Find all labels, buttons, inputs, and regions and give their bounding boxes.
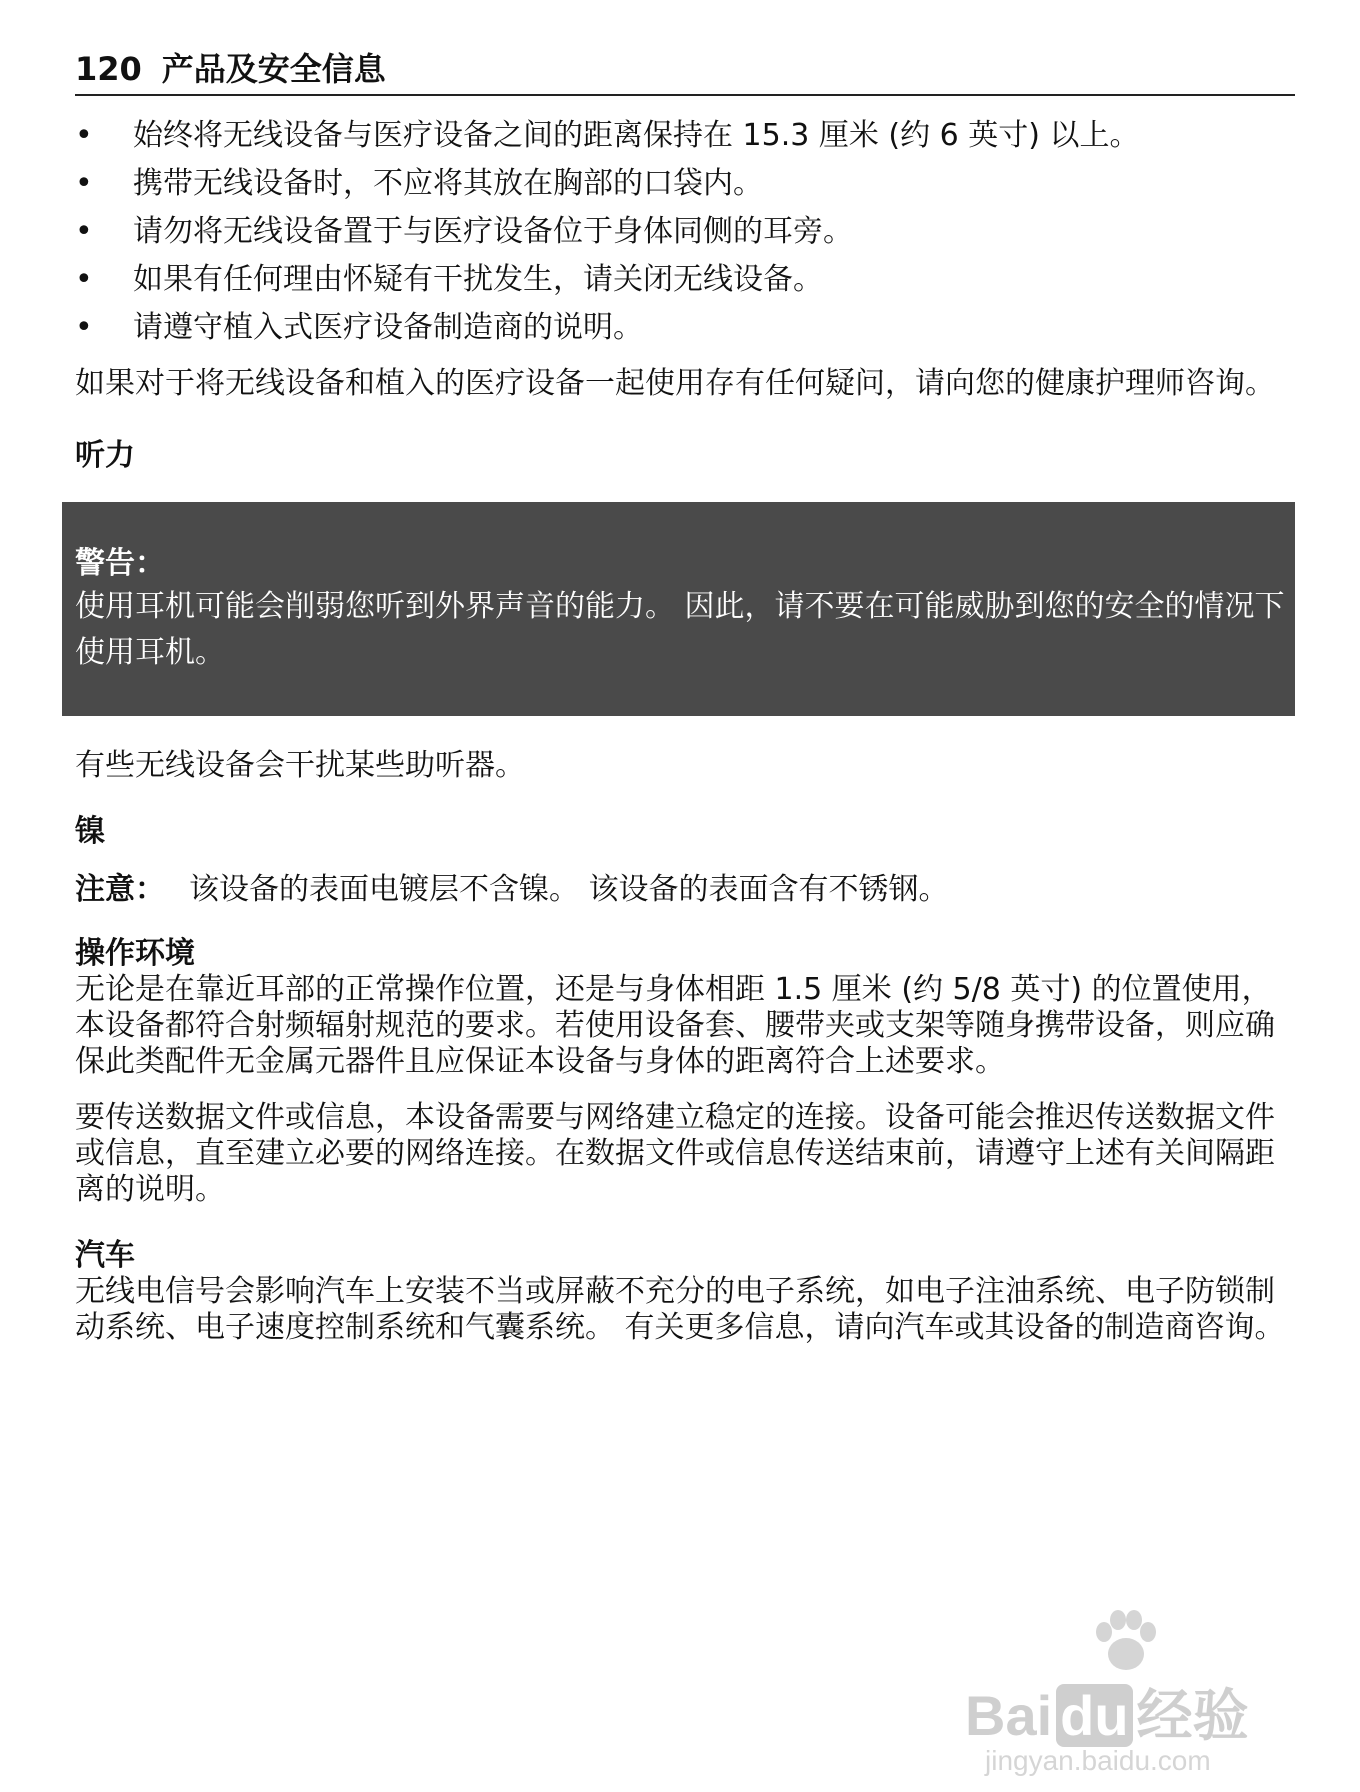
bullet-marker: •	[75, 214, 93, 249]
page-number: 120	[75, 50, 142, 88]
environment-paragraph-2: 要传送数据文件或信息，本设备需要与网络建立稳定的连接。设备可能会推迟传送数据文件或信息，直至建立必要的网络连接。在数据文件或信息传送结束前，请遵守上述有关间隔距离的说明。	[75, 1100, 1275, 1207]
note-text: 该设备的表面电镀层不含镍。 该设备的表面含有不锈钢。	[189, 872, 949, 907]
warning-text: 使用耳机可能会削弱您听到外界声音的能力。 因此，请不要在可能威胁到您的安全的情况下使用耳机。	[75, 589, 1285, 670]
note-label: 注意：	[75, 872, 165, 907]
bullet-marker: •	[75, 310, 93, 345]
bullet-marker: •	[75, 118, 93, 153]
safety-bullet-list	[75, 118, 1295, 346]
hearing-heading: 听力	[75, 438, 135, 473]
watermark-brand	[965, 1672, 1249, 1752]
implant-paragraph: 如果对于将无线设备和植入的医疗设备一起使用存有任何疑问，请向您的健康护理师咨询。	[75, 366, 1275, 401]
vehicles-heading: 汽车	[75, 1238, 135, 1273]
list-item	[75, 262, 1295, 298]
warning-title: 警告：	[75, 546, 165, 581]
hearing-aid-paragraph: 有些无线设备会干扰某些助听器。	[75, 748, 525, 783]
list-item-text: 如果有任何理由怀疑有干扰发生，请关闭无线设备。	[133, 262, 823, 297]
baidu-watermark	[965, 1610, 1295, 1780]
list-item	[75, 166, 1295, 202]
section-title: 产品及安全信息	[161, 50, 386, 88]
warning-box	[62, 502, 1295, 716]
page-header	[75, 44, 1295, 96]
nickel-note	[75, 872, 1295, 908]
vehicles-paragraph: 无线电信号会影响汽车上安装不当或屏蔽不充分的电子系统，如电子注油系统、电子防锁制动系统、电子速度控制系统和气囊系统。 有关更多信息，请向汽车或其设备的制造商咨询。	[75, 1274, 1285, 1345]
document-page	[75, 44, 1295, 1346]
list-item-text: 请勿将无线设备置于与医疗设备位于身体同侧的耳旁。	[133, 214, 853, 249]
watermark-brand-du: du	[1056, 1684, 1132, 1747]
environment-paragraph-1: 无论是在靠近耳部的正常操作位置，还是与身体相距 1.5 厘米 (约 5/8 英寸) 的位置使用，本设备都符合射频辐射规范的要求。若使用设备套、腰带夹或支架等随身携带设备，则应确保此类配件无金属元器件且应保证本设备与身体的距离符合上述要求。	[75, 972, 1275, 1079]
list-item-text: 始终将无线设备与医疗设备之间的距离保持在 15.3 厘米 (约 6 英寸) 以上。	[133, 118, 1140, 153]
list-item	[75, 214, 1295, 250]
nickel-heading: 镍	[75, 814, 105, 849]
watermark-url: jingyan.baidu.com	[985, 1745, 1211, 1776]
list-item-text: 请遵守植入式医疗设备制造商的说明。	[133, 310, 643, 345]
environment-heading: 操作环境	[75, 936, 195, 971]
paw-logo-icon	[1090, 1610, 1160, 1674]
bullet-marker: •	[75, 262, 93, 297]
watermark-brand-bai: Bai	[965, 1684, 1053, 1747]
bullet-marker: •	[75, 166, 93, 201]
watermark-brand-cn: 经验	[1136, 1684, 1249, 1747]
list-item	[75, 310, 1295, 346]
list-item-text: 携带无线设备时，不应将其放在胸部的口袋内。	[133, 166, 763, 201]
list-item	[75, 118, 1295, 154]
